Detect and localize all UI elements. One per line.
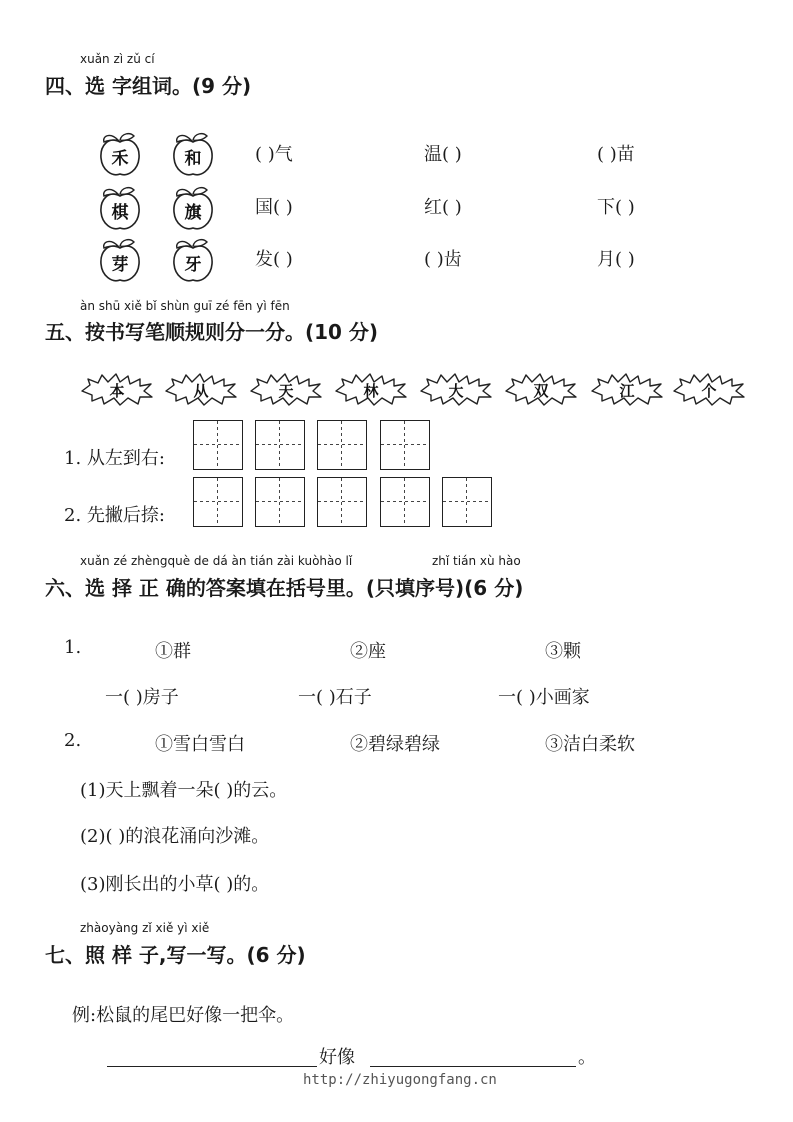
apple-icon xyxy=(98,236,142,284)
leaf-char xyxy=(249,371,323,407)
tian-grid-box[interactable] xyxy=(193,420,243,470)
leaf-char-label: 天 xyxy=(278,382,294,400)
q1-blank-1[interactable]: 一( )房子 xyxy=(105,687,179,708)
apple-char xyxy=(171,184,215,232)
apple-char-label: 和 xyxy=(184,149,202,169)
q2-option-2: ②碧绿碧绿 xyxy=(350,734,440,755)
leaf-icon xyxy=(80,371,154,407)
grid-guide xyxy=(381,421,428,468)
leaf-char-label: 个 xyxy=(701,382,717,400)
word-blank[interactable]: 国( ) xyxy=(255,197,293,218)
grid-guide xyxy=(318,478,365,525)
row2-label: 2. 先撇后捺: xyxy=(64,505,165,526)
leaf-char xyxy=(164,371,238,407)
tian-grid-box[interactable] xyxy=(380,420,430,470)
apple-char-label: 禾 xyxy=(111,149,129,169)
leaf-char-label: 双 xyxy=(533,382,549,400)
q1-option-1: ①群 xyxy=(155,641,191,662)
apple-char xyxy=(98,130,142,178)
apple-char-label: 芽 xyxy=(111,255,129,275)
leaf-char-label: 江 xyxy=(619,382,635,400)
section4-pinyin: xuǎn zì zǔ cí xyxy=(80,52,155,66)
apple-icon xyxy=(171,236,215,284)
leaf-char-label: 本 xyxy=(109,382,125,400)
tian-grid-box[interactable] xyxy=(317,420,367,470)
grid-guide xyxy=(443,478,490,525)
leaf-icon xyxy=(504,371,578,407)
apple-icon xyxy=(171,184,215,232)
word-blank[interactable]: 发( ) xyxy=(255,249,293,270)
word-blank[interactable]: 月( ) xyxy=(597,249,635,270)
q2-number: 2. xyxy=(64,730,82,751)
grid-guide xyxy=(381,478,428,525)
answer-line-right[interactable] xyxy=(370,1066,576,1067)
apple-char xyxy=(171,130,215,178)
leaf-char xyxy=(672,371,746,407)
q1-blank-2[interactable]: 一( )石子 xyxy=(298,687,372,708)
q2-item-1[interactable]: (1)天上飘着一朵( )的云。 xyxy=(80,780,288,801)
apple-icon xyxy=(98,184,142,232)
apple-char-label: 棋 xyxy=(111,203,129,223)
footer-url: http://zhiyugongfang.cn xyxy=(303,1072,497,1088)
leaf-icon xyxy=(672,371,746,407)
tian-grid-box[interactable] xyxy=(380,477,430,527)
leaf-icon xyxy=(590,371,664,407)
grid-guide xyxy=(256,421,303,468)
q2-item-3[interactable]: (3)刚长出的小草( )的。 xyxy=(80,874,270,895)
section6-pinyin-a: xuǎn zé zhèngquè de dá àn tián zài kuòhào lǐ xyxy=(80,554,353,568)
q1-option-3: ③颗 xyxy=(545,641,581,662)
section5-heading: 五、按书写笔顺规则分一分。(10 分) xyxy=(45,320,379,344)
leaf-icon xyxy=(334,371,408,407)
word-blank[interactable]: 温( ) xyxy=(424,144,462,165)
grid-guide xyxy=(194,478,241,525)
example-sentence: 例:松鼠的尾巴好像一把伞。 xyxy=(72,1005,295,1026)
tian-grid-box[interactable] xyxy=(255,477,305,527)
section7-heading: 七、照 样 子,写一写。(6 分) xyxy=(45,943,306,967)
section7-pinyin: zhàoyàng zǐ xiě yì xiě xyxy=(80,921,210,935)
leaf-char-label: 林 xyxy=(363,382,379,400)
tian-grid-box[interactable] xyxy=(193,477,243,527)
grid-guide xyxy=(256,478,303,525)
word-blank[interactable]: 下( ) xyxy=(597,197,635,218)
tian-grid-box[interactable] xyxy=(317,477,367,527)
section4-heading: 四、选 字组词。(9 分) xyxy=(45,74,252,98)
apple-char-label: 牙 xyxy=(184,255,202,275)
leaf-char xyxy=(419,371,493,407)
answer-line-left[interactable] xyxy=(107,1066,317,1067)
apple-char xyxy=(171,236,215,284)
q2-option-3: ③洁白柔软 xyxy=(545,734,635,755)
tian-grid-box[interactable] xyxy=(255,420,305,470)
apple-char xyxy=(98,236,142,284)
section6-heading: 六、选 择 正 确的答案填在括号里。(只填序号)(6 分) xyxy=(45,576,524,600)
apple-char xyxy=(98,184,142,232)
word-blank[interactable]: ( )苗 xyxy=(597,144,635,165)
grid-guide xyxy=(318,421,365,468)
apple-char-label: 旗 xyxy=(184,203,202,223)
leaf-char xyxy=(334,371,408,407)
leaf-icon xyxy=(164,371,238,407)
word-blank[interactable]: ( )齿 xyxy=(424,249,462,270)
answer-middle: 好像 xyxy=(319,1047,355,1068)
leaf-icon xyxy=(249,371,323,407)
leaf-char-label: 从 xyxy=(193,382,209,400)
word-blank[interactable]: ( )气 xyxy=(255,144,293,165)
row1-label: 1. 从左到右: xyxy=(64,448,165,469)
q1-blank-3[interactable]: 一( )小画家 xyxy=(498,687,590,708)
q1-option-2: ②座 xyxy=(350,641,386,662)
apple-icon xyxy=(171,130,215,178)
leaf-char-label: 大 xyxy=(448,382,464,400)
leaf-char xyxy=(504,371,578,407)
q2-item-2[interactable]: (2)( )的浪花涌向沙滩。 xyxy=(80,826,270,847)
leaf-icon xyxy=(419,371,493,407)
section6-pinyin-b: zhǐ tián xù hào xyxy=(432,554,521,568)
q2-option-1: ①雪白雪白 xyxy=(155,734,245,755)
leaf-char xyxy=(80,371,154,407)
grid-guide xyxy=(194,421,241,468)
tian-grid-box[interactable] xyxy=(442,477,492,527)
q1-number: 1. xyxy=(64,637,82,658)
section5-pinyin: àn shū xiě bǐ shùn guī zé fēn yì fēn xyxy=(80,299,290,313)
leaf-char xyxy=(590,371,664,407)
answer-end: 。 xyxy=(578,1047,596,1068)
word-blank[interactable]: 红( ) xyxy=(424,197,462,218)
apple-icon xyxy=(98,130,142,178)
